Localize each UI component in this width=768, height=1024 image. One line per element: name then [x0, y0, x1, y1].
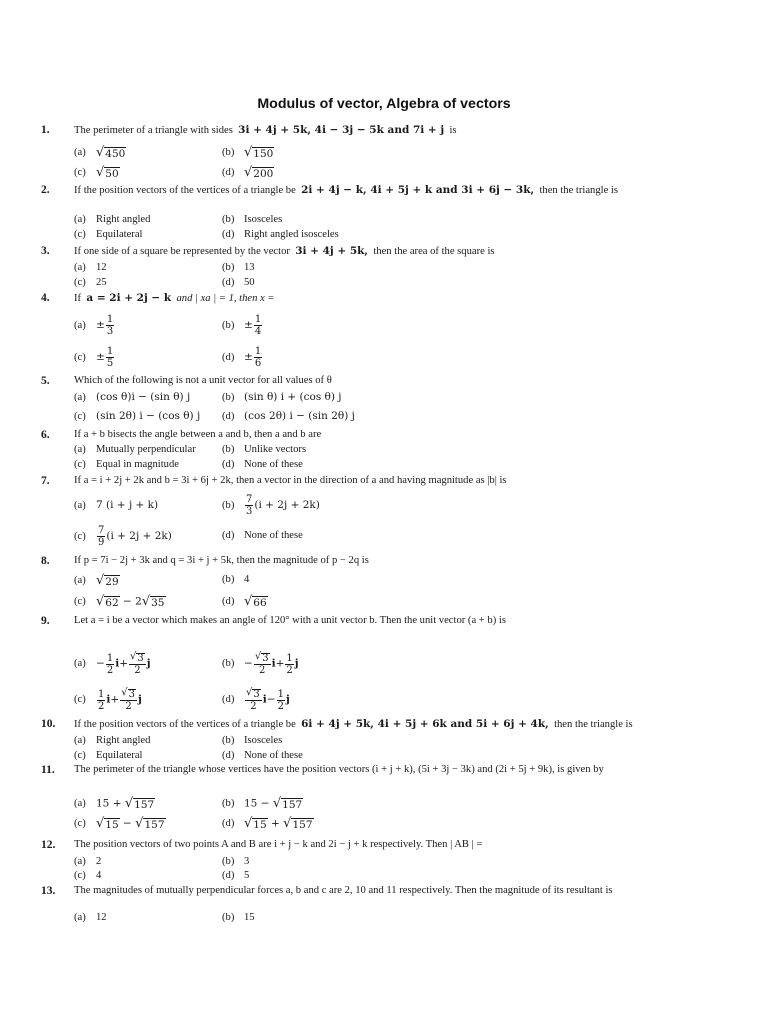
question-number: 6. [41, 429, 50, 441]
option-c: (c) $\frac{7}{9}$ (i + 2j + 2k) [74, 525, 172, 548]
option-c: (c) ± $\frac{1}{5}$ [74, 346, 114, 369]
option-d: (d) Right angled isosceles [222, 229, 339, 240]
option-b: (b) Isosceles [222, 735, 283, 746]
question-number: 1. [41, 124, 50, 136]
question-text: If a + b bisects the angle between a and b, then a and b are [74, 429, 322, 440]
option-c: (c) $\frac{1}{2}$ i+ √ 3 2 j [74, 687, 142, 712]
question-text: If a = i + 2j + 2k and b = 3i + 6j + 2k, then a vector in the direction of a and having magnitude as |b| is [74, 475, 507, 486]
option-d: (d) (cos 2θ) i − (sin 2θ) j [222, 410, 355, 422]
question-number: 3. [41, 245, 50, 257]
option-a: (a) Right angled [74, 214, 151, 225]
question-text: Which of the following is not a unit vector for all values of θ [74, 375, 332, 386]
question-text: The position vectors of two points A and B are i + j − k and 2i − j + k respectively. Then | AB | = [74, 839, 483, 850]
question-number: 11. [41, 764, 55, 776]
option-b: (b) 4 [222, 574, 250, 585]
option-d: (d) √ 15 + √ 157 [222, 816, 313, 831]
option-b: (b) 3 [222, 856, 250, 867]
question-text: If the position vectors of the vertices of a triangle be 2i + 4j − k, 4i + 5j + k and 3i + 6j − 3k, then the triangle is [74, 184, 619, 196]
option-d: (d) √ 200 [222, 165, 274, 180]
option-a: (a) Right angled [74, 735, 151, 746]
option-a: (a) √ 450 [74, 145, 126, 160]
option-d: (d) None of these [222, 530, 303, 541]
option-a: (a) − $\frac{1}{2}$ i+ √ 3 2 j [74, 651, 151, 676]
question-number: 10. [41, 718, 56, 730]
question-number: 8. [41, 555, 50, 567]
option-a: (a) 2 [74, 856, 102, 867]
option-d: (d) None of these [222, 750, 303, 761]
option-b: (b) (sin θ) i + (cos θ) j [222, 391, 342, 403]
option-a: (a) √ 29 [74, 573, 119, 588]
option-c: (c) √ 15 − √ 157 [74, 816, 165, 831]
option-c: (c) 4 [74, 870, 102, 881]
option-b: (b) √ 150 [222, 145, 274, 160]
option-a: (a) 15 + √ 157 [74, 796, 155, 811]
option-d: (d) 50 [222, 277, 255, 288]
question-number: 12. [41, 839, 56, 851]
option-c: (c) Equilateral [74, 229, 143, 240]
option-c: (c) Equilateral [74, 750, 143, 761]
option-a: (a) ± $\frac{1}{3}$ [74, 314, 114, 337]
option-b: (b) ± $\frac{1}{4}$ [222, 314, 262, 337]
option-d: (d) 5 [222, 870, 250, 881]
question-text: Let a = i be a vector which makes an angle of 120° with a unit vector b. Then the unit vector (a + b) is [74, 615, 506, 626]
option-b: (b) − √ 3 2 i+ $\frac{1}{2}$ j [222, 651, 299, 676]
question-number: 7. [41, 475, 50, 487]
question-text: If the position vectors of the vertices of a triangle be 6i + 4j + 5k, 4i + 5j + 6k and 5i + 6j + 4k, then the triangle is [74, 718, 633, 730]
question-number: 2. [41, 184, 50, 196]
option-a: (a) 12 [74, 262, 107, 273]
option-b: (b) 13 [222, 262, 255, 273]
option-a: (a) 12 [74, 912, 107, 923]
page-title: Modulus of vector, Algebra of vectors [257, 96, 511, 112]
question-number: 13. [41, 885, 56, 897]
option-d: (d) ± $\frac{1}{6}$ [222, 346, 262, 369]
question-text: If one side of a square be represented by the vector 3i + 4j + 5k, then the area of the square is [74, 245, 495, 257]
question-text: The perimeter of a triangle with sides 3i + 4j + 5k, 4i − 3j − 5k and 7i + j is [74, 124, 457, 136]
option-d: (d) √ 3 2 i− $\frac{1}{2}$ j [222, 687, 290, 712]
question-number: 9. [41, 615, 50, 627]
question-number: 5. [41, 375, 50, 387]
option-c: (c) √ 62 − 2 √ 35 [74, 594, 165, 609]
option-c: (c) 25 [74, 277, 107, 288]
option-b: (b) 15 − √ 157 [222, 796, 303, 811]
option-c: (c) √ 50 [74, 165, 119, 180]
question-text: If a = 2i + 2j − k and | xa | = 1, then x = [74, 292, 275, 304]
option-c: (c) (sin 2θ) i − (cos θ) j [74, 410, 201, 422]
option-c: (c) Equal in magnitude [74, 459, 179, 470]
option-d: (d) None of these [222, 459, 303, 470]
question-text: The perimeter of the triangle whose vertices have the position vectors (i + j + k), (5i + 3j − 3k) and (2i + 5j + 9k), is given by [74, 764, 604, 775]
option-a: (a) (cos θ)i − (sin θ) j [74, 391, 191, 403]
option-a: (a) Mutually perpendicular [74, 444, 196, 455]
option-b: (b) $\frac{7}{3}$ (i + 2j + 2k) [222, 494, 320, 517]
option-d: (d) √ 66 [222, 594, 267, 609]
option-b: (b) 15 [222, 912, 255, 923]
question-number: 4. [41, 292, 50, 304]
option-a: (a) 7 (i + j + k) [74, 499, 159, 511]
option-b: (b) Unlike vectors [222, 444, 307, 455]
option-b: (b) Isosceles [222, 214, 283, 225]
question-text: The magnitudes of mutually perpendicular forces a, b and c are 2, 10 and 11 respectively. Then the magnitude of its resultant is [74, 885, 613, 896]
question-text: If p = 7i − 2j + 3k and q = 3i + j + 5k, then the magnitude of p − 2q is [74, 555, 369, 566]
